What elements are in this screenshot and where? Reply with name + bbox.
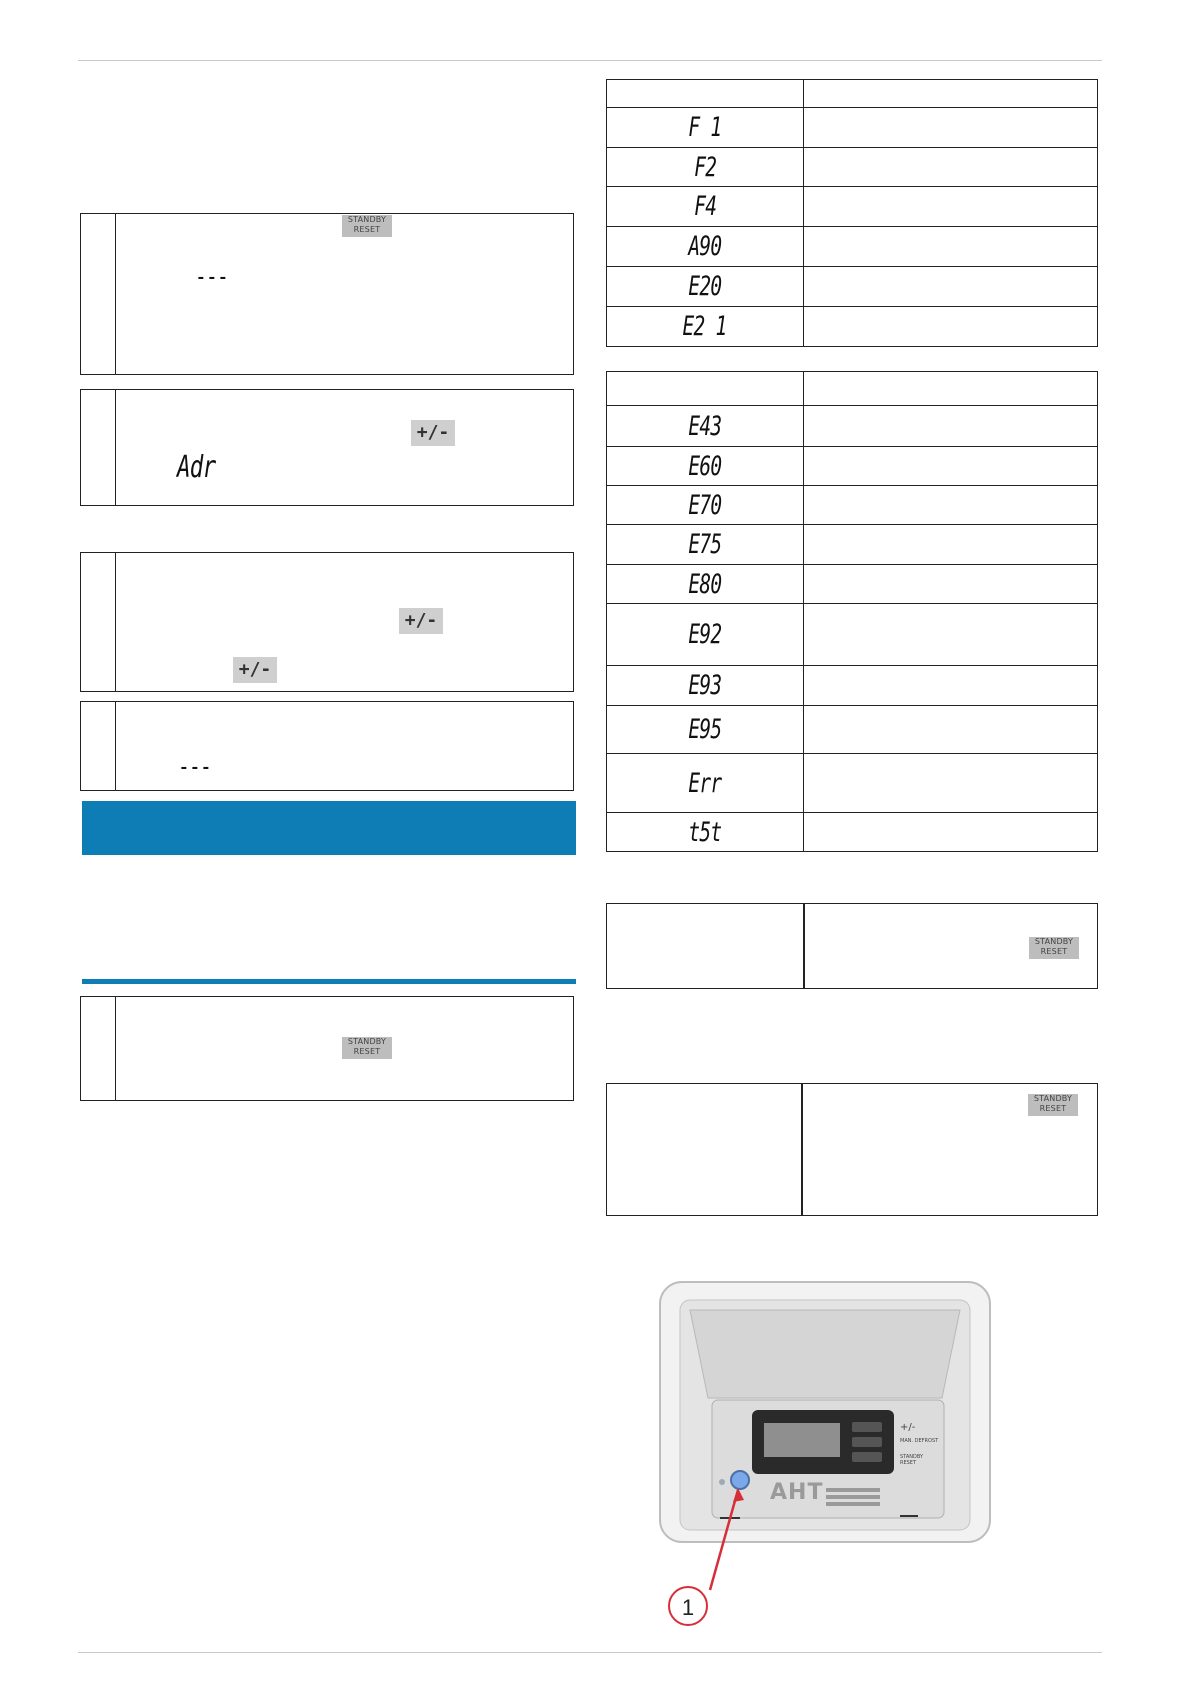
code-cell: E70 [607, 486, 804, 525]
plus-minus-button-icon: +/- [399, 608, 443, 634]
code-cell: Err [607, 754, 804, 813]
table-row [607, 108, 1098, 148]
section-divider [82, 979, 576, 984]
code-cell: E93 [607, 666, 804, 706]
step-box-5 [80, 996, 574, 1101]
table-row [607, 666, 1098, 706]
side-label-plus-minus: +/- [900, 1422, 916, 1433]
table-header-row [607, 372, 1098, 406]
table-row [607, 706, 1098, 754]
plus-minus-button-icon: +/- [411, 420, 455, 446]
code-cell: E92 [607, 604, 804, 666]
section-banner [82, 801, 576, 855]
step-box-3 [80, 552, 574, 692]
code-cell: t5t [607, 813, 804, 852]
code-cell: F4 [607, 187, 804, 227]
plus-minus-button-icon: +/- [233, 657, 277, 683]
table-row [607, 307, 1098, 347]
footer-rule [78, 1652, 1102, 1653]
brand-logo-text: AHT [770, 1480, 824, 1505]
table-row [607, 447, 1098, 486]
standby-reset-button-icon: STANDBY RESET [1028, 1094, 1078, 1116]
table-row [607, 525, 1098, 565]
error-code-table-1 [606, 79, 1098, 347]
controller-illustration [650, 1280, 1000, 1640]
code-cell: F2 [607, 148, 804, 187]
table-row [607, 565, 1098, 604]
error-code-table-2 [606, 371, 1098, 852]
code-cell: A90 [607, 227, 804, 267]
display-adr: Adr [177, 450, 216, 485]
table-row [607, 148, 1098, 187]
code-cell: E60 [607, 447, 804, 486]
table-divider [803, 904, 805, 988]
code-cell: E75 [607, 525, 804, 565]
code-cell: E20 [607, 267, 804, 307]
table-row [607, 267, 1098, 307]
step-number-cell [81, 702, 116, 790]
table-row [607, 187, 1098, 227]
step-box-4 [80, 701, 574, 791]
code-cell: E95 [607, 706, 804, 754]
side-label-defrost: MAN. DEFROST [900, 1438, 939, 1444]
callout-marker: 1 [668, 1586, 708, 1626]
standby-reset-button-icon: STANDBY RESET [1029, 937, 1079, 959]
table-row [607, 486, 1098, 525]
side-label-standby: STANDBY RESET [900, 1454, 924, 1466]
controller-drawing [650, 1280, 1000, 1640]
code-cell: F 1 [607, 108, 804, 148]
table-row [607, 406, 1098, 447]
table-row [607, 813, 1098, 852]
header-rule [78, 60, 1102, 61]
standby-reset-button-icon: STANDBY RESET [342, 215, 392, 237]
table-row [607, 604, 1098, 666]
step-box-2 [80, 389, 574, 506]
table-row [607, 754, 1098, 813]
table-row [607, 227, 1098, 267]
table-divider [801, 1084, 803, 1215]
step-number-cell [81, 997, 116, 1100]
step-number-cell [81, 553, 116, 691]
code-cell: E80 [607, 565, 804, 604]
display-dashes: --- [195, 262, 228, 292]
step-box-1 [80, 213, 574, 375]
code-cell: E2 1 [607, 307, 804, 347]
standby-reset-button-icon: STANDBY RESET [342, 1037, 392, 1059]
info-table-3 [606, 903, 1098, 989]
step-number-cell [81, 390, 116, 505]
info-table-4 [606, 1083, 1098, 1216]
table-header-row [607, 80, 1098, 108]
display-dashes: --- [178, 752, 211, 782]
step-number-cell [81, 214, 116, 374]
code-cell: E43 [607, 406, 804, 447]
